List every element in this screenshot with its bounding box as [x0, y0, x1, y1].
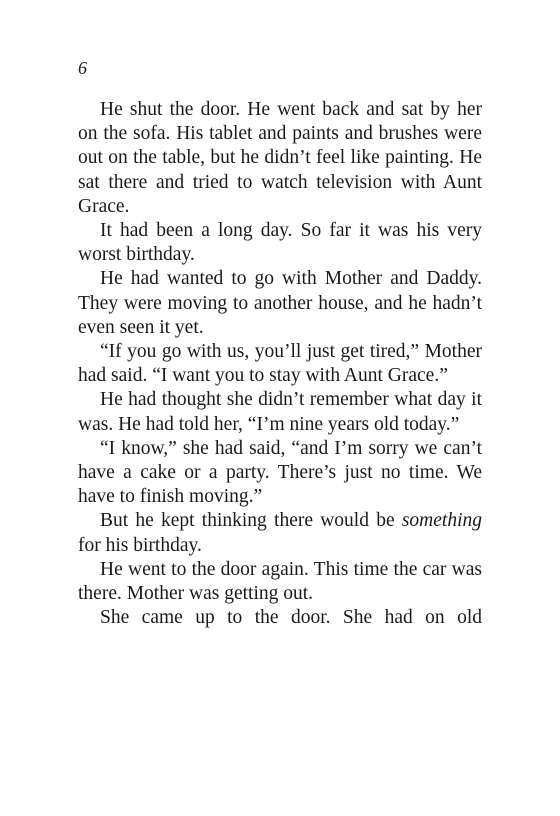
paragraph-8: He went to the door again. This time the car was there. Mother was getting out.	[78, 558, 482, 605]
paragraph-9: She came up to the door. She had on old	[100, 607, 482, 629]
paragraph-7-end: for his birthday.	[78, 534, 202, 556]
paragraph-3: He had wanted to go with Mother and Daddy. They were moving to another house, and he hadn’t even seen it yet.	[78, 268, 482, 338]
paragraph-5: He had thought she didn’t remember what day it was. He had told her, “I’m nine years old today.”	[78, 389, 482, 435]
paragraph-7-start: But he kept thinking there would be	[100, 510, 402, 532]
paragraph-6: “I know,” she had said, “and I’m sorry we can’t have a cake or a party. There’s just no time. We have to finish moving.”	[78, 437, 482, 508]
paragraph-1: He shut the door. He went back and sat by her on the sofa. His tablet and paints and brushes were out on the table, but he didn’t feel like painting. He sat there and tried to watch television with Aunt Grace.	[78, 99, 482, 217]
paragraph-2: It had been a long day. So far it was his very worst birthday.	[78, 220, 482, 266]
emphasized-word: something	[401, 510, 482, 532]
paragraph-7	[78, 509, 482, 557]
paragraph-4: “If you go with us, you’ll just get tired,” Mother had said. “I want you to stay with Aunt Grace.”	[78, 341, 482, 387]
page-text	[78, 98, 482, 630]
page-number: 6	[78, 58, 87, 78]
